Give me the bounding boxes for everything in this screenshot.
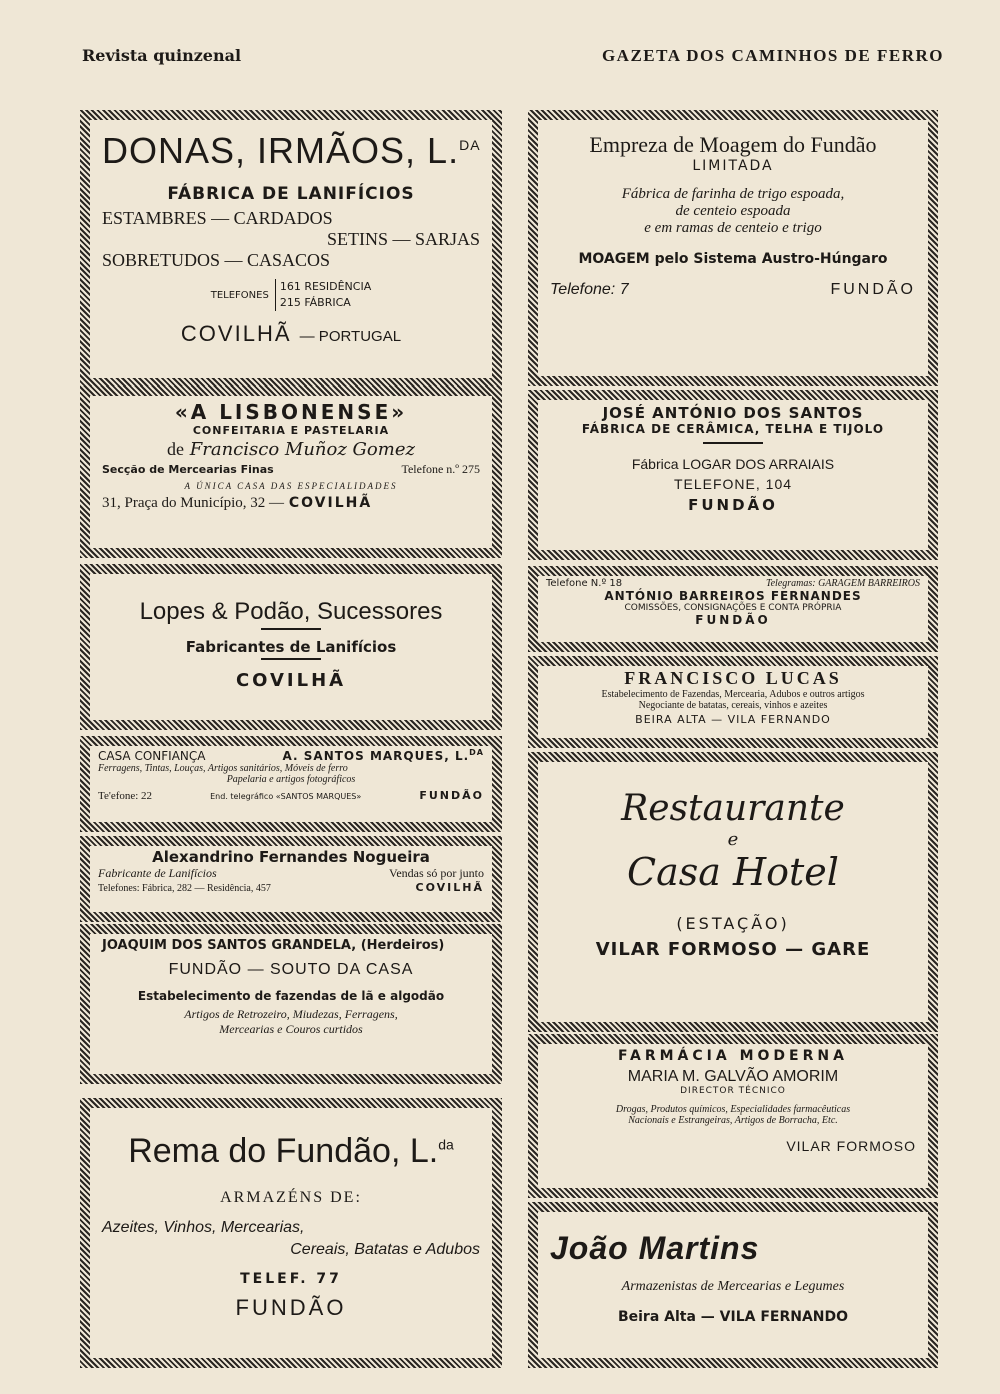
lucas-place: BEIRA ALTA — VILA FERNANDO <box>635 713 831 726</box>
farmacia-line2: Nacionais e Estrangeiras, Artigos de Borracha, Etc. <box>628 1115 838 1126</box>
lucas-line2: Negociante de batatas, cereais, vinhos e azeites <box>638 700 828 711</box>
martins-name: João Martins <box>550 1230 760 1266</box>
lisbonense-owner: Francisco Muñoz Gomez <box>189 439 415 460</box>
nogueira-phones: Telefones: Fábrica, 282 — Residência, 457 <box>98 883 271 894</box>
confianca-telegraph: End. telegráfico «SANTOS MARQUES» <box>210 792 362 801</box>
restaurante-line2: e <box>727 829 739 850</box>
grandela-line3: Mercearias e Couros curtidos <box>219 1022 363 1036</box>
barreiros-sub: COMISSÕES, CONSIGNAÇÕES E CONTA PRÓPRIA <box>624 603 842 613</box>
rema-line2: Cereais, Batatas e Adubos <box>290 1241 480 1258</box>
lopes-rule-2 <box>261 658 321 660</box>
lopes-sub: Fabricantes de Lanifícios <box>185 638 397 656</box>
barreiros-telegram: Telegramas: GARAGEM BARREIROS <box>765 578 920 589</box>
confianca-city: FUNDÃO <box>419 789 484 802</box>
ad-moagem-fundao <box>528 110 938 386</box>
confianca-owner: A. SANTOS MARQUES, L. <box>282 749 470 763</box>
ad-restaurante-casa-hotel <box>528 752 938 1032</box>
moagem-system: MOAGEM pelo Sistema Austro-Húngaro <box>578 251 888 267</box>
donas-name-sup: DA <box>459 137 481 153</box>
ad-lisbonense <box>80 386 502 558</box>
ad-jose-antonio-santos <box>528 390 938 560</box>
donas-country: — PORTUGAL <box>299 328 402 345</box>
ad-casa-confianca <box>80 736 502 832</box>
confianca-owner-sup: DA <box>469 748 484 757</box>
ad-donas-irmaos <box>80 110 502 388</box>
donas-line2: SETINS — SARJAS <box>326 229 480 249</box>
nogueira-city: COVILHÃ <box>415 881 484 894</box>
ad-rema-fundao <box>80 1098 502 1368</box>
ad-francisco-lucas <box>528 656 938 748</box>
lopes-city: COVILHÃ <box>235 670 347 691</box>
barreiros-city: FUNDÃO <box>695 613 771 627</box>
donas-city: COVILHÃ <box>180 321 292 346</box>
moagem-sub: LIMITADA <box>692 158 774 174</box>
martins-sub: Armazenistas de Mercearias e Legumes <box>621 1279 845 1294</box>
confianca-phone: Te'efone: 22 <box>98 790 153 802</box>
grandela-place: FUNDÃO — SOUTO DA CASA <box>168 961 414 978</box>
barreiros-phone: Telefone N.º 18 <box>546 578 623 589</box>
moagem-line1: Fábrica de farinha de trigo espoada, <box>621 186 845 202</box>
santos-place: Fábrica LOGAR DOS ARRAIAIS <box>631 456 835 472</box>
header-right: GAZETA DOS CAMINHOS DE FERRO <box>601 46 944 65</box>
lisbonense-sub: CONFEITARIA E PASTELARIA <box>192 424 390 437</box>
farmacia-line1: Drogas, Produtos químicos, Especialidades farmacêuticas <box>615 1104 851 1115</box>
lisbonense-owner-prefix: de <box>167 439 185 459</box>
nogueira-sales: Vendas só por junto <box>389 866 484 880</box>
donas-name: DONAS, IRMÃOS, L. <box>102 130 460 171</box>
ad-joao-martins <box>528 1202 938 1368</box>
farmacia-role: DIRECTOR TÉCNICO <box>680 1086 786 1096</box>
donas-phone1: 161 RESIDÊNCIA <box>279 280 372 293</box>
rema-sub: ARMAZÉNS DE: <box>220 1189 362 1206</box>
ad-grandela <box>80 924 502 1084</box>
nogueira-role: Fabricante de Lanifícios <box>98 866 217 880</box>
restaurante-place: VILAR FORMOSO — GARE <box>595 939 871 960</box>
barreiros-name: ANTÓNIO BARREIROS FERNANDES <box>604 589 862 603</box>
santos-phone: TELEFONE, 104 <box>673 476 793 492</box>
ad-farmacia-moderna <box>528 1034 938 1198</box>
header-left: Revista quinzenal <box>82 46 242 65</box>
lisbonense-address: 31, Praça do Município, 32 — <box>102 495 285 511</box>
rema-phone: TELEF. 77 <box>240 1271 342 1287</box>
farmacia-owner: MARIA M. GALVÃO AMORIM <box>627 1068 839 1085</box>
ad-barreiros <box>528 566 938 652</box>
lisbonense-city: COVILHÃ <box>288 495 373 511</box>
confianca-line2: Papelaria e artigos fotográficos <box>226 774 356 785</box>
lisbonense-phone: Telefone n.º 275 <box>401 462 480 476</box>
restaurante-line3: Casa Hotel <box>627 850 839 894</box>
donas-line1: ESTAMBRES — CARDADOS <box>102 208 333 228</box>
moagem-name: Empreza de Moagem do Fundão <box>589 132 877 157</box>
farmacia-city: VILAR FORMOSO <box>786 1138 916 1154</box>
donas-phone2: 215 FÁBRICA <box>279 296 351 309</box>
santos-name: JOSÉ ANTÓNIO DOS SANTOS <box>602 404 864 422</box>
moagem-phone: Telefone: 7 <box>550 281 629 298</box>
farmacia-name: FARMÁCIA MODERNA <box>618 1048 848 1064</box>
restaurante-line1: Restaurante <box>621 788 845 829</box>
lucas-line1: Estabelecimento de Fazendas, Mercearia, Adubos e outros artigos <box>601 689 865 700</box>
grandela-line1: Estabelecimento de fazendas de lã e algodão <box>137 989 445 1003</box>
ad-lopes-podao <box>80 564 502 730</box>
donas-phones-label: TELEFONES <box>210 289 269 301</box>
rema-name-sup: da <box>438 1136 454 1153</box>
lisbonense-section: Secção de Mercearias Finas <box>102 463 274 476</box>
confianca-shop: CASA CONFIANÇA <box>98 749 206 763</box>
martins-place: Beira Alta — VILA FERNANDO <box>617 1309 849 1325</box>
restaurante-sub: (ESTAÇÃO) <box>676 914 790 933</box>
rema-name: Rema do Fundão, L. <box>128 1132 439 1170</box>
grandela-line2: Artigos de Retrozeiro, Miudezas, Ferragens, <box>184 1007 398 1021</box>
confianca-line1: Ferragens, Tintas, Louças, Artigos sanitários, Móveis de ferro <box>98 763 348 774</box>
grandela-name: JOAQUIM DOS SANTOS GRANDELA, (Herdeiros) <box>102 938 445 953</box>
moagem-city: FUNDÃO <box>830 281 916 298</box>
moagem-line3: e em ramas de centeio e trigo <box>644 220 822 236</box>
santos-rule <box>703 442 763 444</box>
donas-subtitle: FÁBRICA DE LANIFÍCIOS <box>167 184 415 204</box>
rema-line1: Azeites, Vinhos, Mercearias, <box>102 1219 305 1236</box>
santos-sub: FÁBRICA DE CERÂMICA, TELHA E TIJOLO <box>581 422 885 436</box>
lucas-name: FRANCISCO LUCAS <box>624 668 842 688</box>
santos-city: FUNDÃO <box>688 496 778 514</box>
rema-city: FUNDÃO <box>235 1295 347 1320</box>
lopes-name: Lopes & Podão, Sucessores <box>139 598 443 625</box>
lisbonense-name: «A LISBONENSE» <box>174 400 408 424</box>
donas-line3: SOBRETUDOS — CASACOS <box>102 250 331 270</box>
ad-nogueira <box>80 836 502 922</box>
lopes-rule <box>261 628 321 630</box>
nogueira-name: Alexandrino Fernandes Nogueira <box>152 848 430 866</box>
moagem-line2: de centeio espoada <box>675 203 791 219</box>
lisbonense-tagline: A ÚNICA CASA DAS ESPECIALIDADES <box>184 481 398 491</box>
